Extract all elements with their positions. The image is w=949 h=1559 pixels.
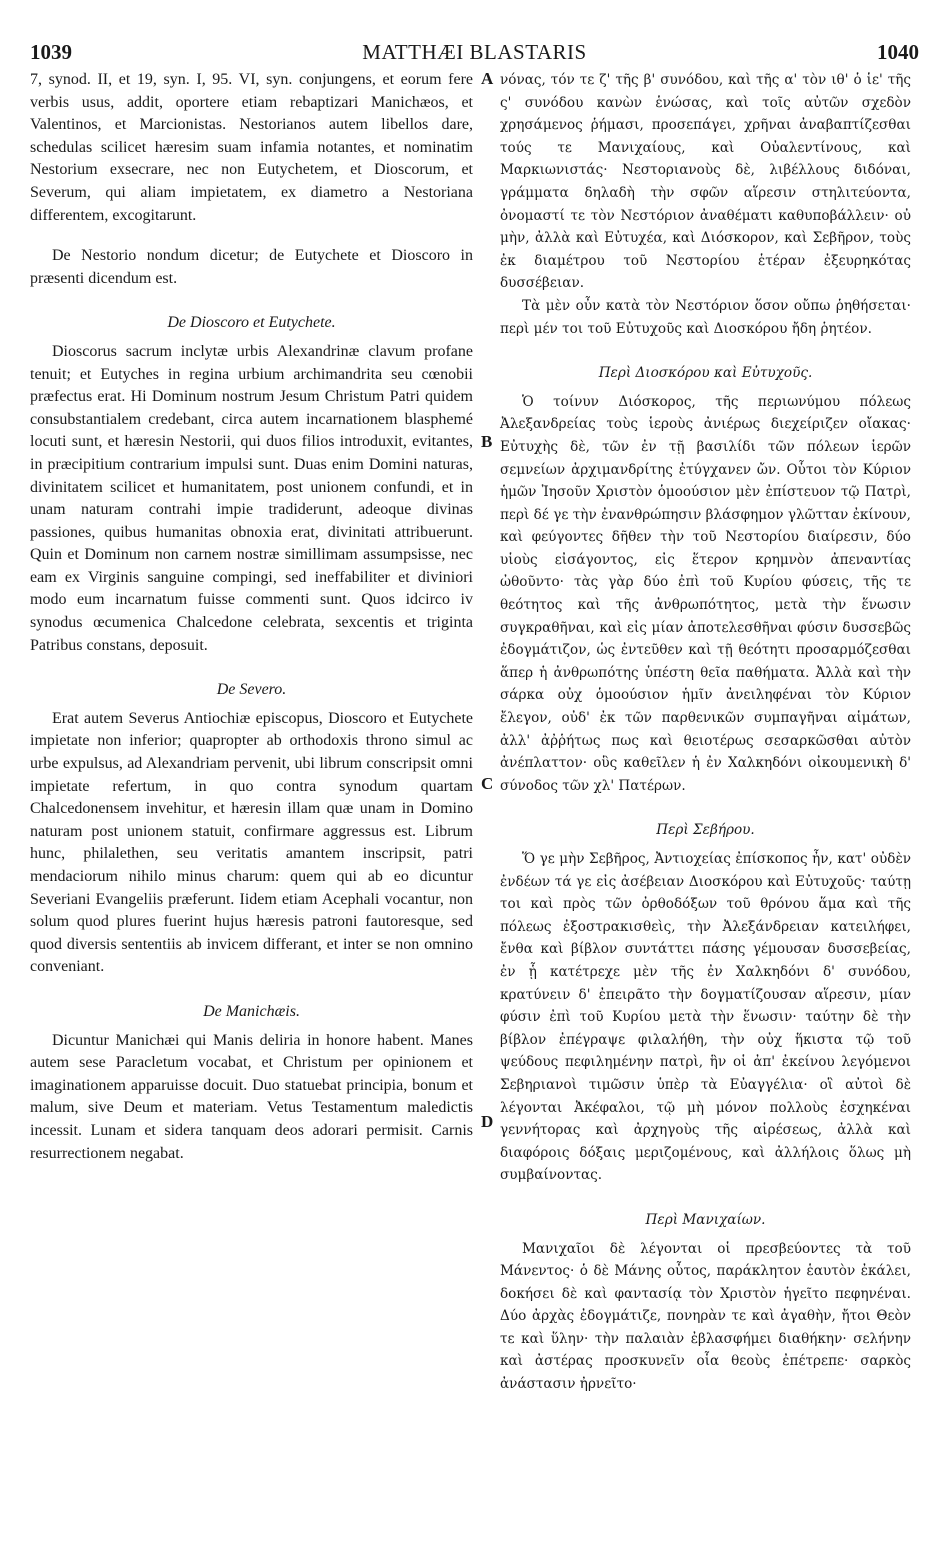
greek-section-heading: Περὶ Μανιχαίων. xyxy=(645,1211,766,1228)
margin-letter-d: D xyxy=(481,1112,494,1131)
latin-section-heading: De Dioscoro et Eutychete. xyxy=(167,314,336,332)
page-number-left: 1039 xyxy=(30,40,72,64)
page-header xyxy=(30,40,919,64)
latin-paragraph: De Nestorio nondum dicetur; de Eutychete et Dioscoro in præsenti dicendum est. xyxy=(30,247,473,287)
margin-letter-b: B xyxy=(481,432,493,451)
running-title: MATTHÆI BLASTARIS xyxy=(362,40,587,64)
greek-paragraph: Μανιχαῖοι δὲ λέγονται οἱ πρεσβεύοντες τὰ τοῦ Μάνεντος· ὁ δὲ Μάνης οὗτος, παράκλητον ἑαυτὸν ἐκάλει, δοκήσει δὲ καὶ φαντασίᾳ τὸν Χριστὸν ἡγεῖτο πεφηνέναι. Δύο ἀρχὰς ἐδογμάτιζε, πονηρὰν τε καὶ ἀγαθὴν, ἤτοι Θεὸν τε καὶ ὕλην· τὴν παλαιὰν ἐβλασφήμει διαθήκην· σελήνην καὶ ἀστέρας προσκυνεῖν οἷα θεοὺς ἐπέτρεπε· σαρκὸς ἀνάστασιν ἠρνεῖτο· xyxy=(500,1240,911,1393)
latin-column xyxy=(30,69,473,1165)
greek-section-heading: Περὶ Σεβήρου. xyxy=(656,822,755,839)
greek-paragraph: νόνας, τόν τε ζ' τῆς β' συνόδου, καὶ τῆς α' τὸν ιθ' ὁ ἱε' τῆς ς' συνόδου κανὼν ἑνώσας, καὶ τοῖς αὐτῶν σχεδὸν χρησάμενος ῥήμασι, προσεπάγει, χρῆναι ἀναβαπτίζεσθαι τούς τε Μανιχαίους, καὶ Οὐαλεντίνους, καὶ Μαρκιωνιστάς· Νεστοριανοὺς δὲ, λιβέλλους διδόναι, γράμματα δηλαδὴ τὴν σφῶν αἵρεσιν στηλιτεύοντα, ὀνομαστί τε τὸν Νεστόριον ἀναθέματι καθυποβάλλειν· οὐ μὴν, ἀλλὰ καὶ Εὐτυχέα, καὶ Διόσκορον, καὶ Σεβῆρον, τοὺς ἐκ διαμέτρου τοῦ Νεστορίου ἑτέραν ἐξευρηκότας δυσσέβειαν. xyxy=(500,72,911,292)
latin-paragraph: Dioscorus sacrum inclytæ urbis Alexandrinæ clavum profane tenuit; et Eutyches in regina urbium archimandrita seu cœnobii præfectus erat. Hi Dominum nostrum Jesum Christum Patri quidem consubstantialem credebant, circa autem incarnationem blasphemé locuti sunt, et hæresin Nestorii, qui duos filios introduxit, evitantes, in præcipitium contrarium impulsi sunt. Duas enim Domini naturas, divinitatem scilicet et humanitatem, post unionem confundi, et in unam naturam contrahi impie tradiderunt, adeoque divinas passiones, quibus humanitas obnoxia erat, divinitati attribuerunt. Quin et Dominum non carnem nostræ simillimam assumpsisse, nec eam ex Virginis sanguine compingi, sed ineffabiliter et diviniori modo eum incarnatum fuisse commenti sunt. Quos idcirco iv synodus œcumenica Chalcedone celebrata, sexcentis et triginta Patribus constans, deposuit. xyxy=(30,342,473,654)
margin-letter-c: C xyxy=(481,774,494,793)
greek-paragraph: Τὰ μὲν οὖν κατὰ τὸν Νεστόριον ὅσον οὔπω ῥηθήσεται· περὶ μέν τοι τοῦ Εὐτυχοῦς καὶ Διοσκόρου ἤδη ῥητέον. xyxy=(500,297,911,337)
latin-paragraph: Erat autem Severus Antiochiæ episcopus, Dioscoro et Eutychete impietate non inferior; quapropter ab orthodoxis throno simul ac urbe expulsus, ad Alexandriam pervenit, ubi librum conscripsit omni impietate refertum, in quo contra synodum quartam Chalcedonensem invehitur, et hæresin illam quæ unam in Domino naturam post unionem statuit, confirmare aggressus est. Librum hunc, philalethen, seu veritatis amantem inscripsit, patri mendaciorum nihilo minus charum: quem qui ab eo dicuntur Severiani Evangeliis præferunt. Iidem etiam Acephali vocantur, non solum quod plures fuerint hujus hæresis patroni fautoresque, sed quod diversis sententiis ab invicem differant, et inter se non omnino conveniant. xyxy=(30,709,473,976)
margin-letter-a: A xyxy=(481,69,494,88)
greek-paragraph: Ὁ τοίνυν Διόσκορος, τῆς περιωνύμου πόλεως Ἀλεξανδρείας τοὺς ἱεροὺς ἀνιέρως διεχείριζεν οἴακας· Εὐτυχὴς δὲ, τῶν ἐν τῇ βασιλίδι τῶν πόλεων ἱερῶν σεμνείων ἀρχιμανδρίτης ἐτύγχανεν ὤν. Οὗτοι τὸν Κύριον ἡμῶν Ἰησοῦν Χριστὸν ὁμοούσιον μὲν ἐπίστευον τῷ Πατρὶ, περὶ δέ γε τὴν ἐνανθρώπησιν βλάσφημον γλῶτταν ἐκίνουν, καὶ φεύγοντες δῆθεν τὴν τοῦ Νεστορίου διαίρεσιν, δύο υἱοὺς εἰσάγοντος, εἰς ἕτερον κρημνὸν ἀπεναντίας ὠθοῦντο· τὰς γὰρ δύο ἐπὶ τοῦ Κυρίου φύσεις, τῆς τε θεότητος καὶ τῆς ἀνθρωπότητος, μετὰ τὴν ἕνωσιν συγκραθῆναι, καὶ εἰς μίαν ἀποτελεσθῆναι φύσιν δυσσεβῶς ἐδογμάτιζον, ὡς ἐντεῦθεν καὶ τῇ θεότητι προσαρμόζεσθαι ἅπερ ἡ ἀνθρωπότης ὑπέστη θεῖα παθήματα. Ἀλλὰ καὶ τὴν σάρκα οὐχ ὁμοούσιον ἡμῖν ἀνειληφέναι τὸν Κύριον ἔλεγον, οὐδ' ἐκ τῶν παρθενικῶν συμπαγῆναι αἱμάτων, ἀλλ' ἀῤῥήτως πως καὶ θειοτέρως σεσαρκῶσθαι αὐτὸν ἀνέπλαττον· οὓς καθεῖλεν ἡ ἐν Χαλκηδόνι οἰκουμενικὴ δ' σύνοδος τῶν χλ' Πατέρων. xyxy=(500,393,911,794)
latin-paragraph: Dicuntur Manichæi qui Manis deliria in honore habent. Manes autem sese Paracletum vocabat, et Christum per opinionem et imaginationem apparuisse docuit. Duo statuebat principia, bonum et malum, sive Deum et materiam. Vetus Testamentum maledictis incessit. Lunam et sidera tanquam deos adorari permisit. Carnis resurrectionem negabat. xyxy=(30,1031,473,1162)
greek-paragraph: Ὅ γε μὴν Σεβῆρος, Ἀντιοχείας ἐπίσκοπος ἦν, κατ' οὐδὲν ἐνδέων τά γε εἰς ἀσέβειαν Διοσκόρου καὶ Εὐτυχοῦς· ταύτῃ τοι καὶ πρὸς τῶν ὀρθοδόξων τοῦ θρόνου ἅμα καὶ τῆς πόλεως ἐξοστρακισθεὶς, τὴν Ἀλεξάνδρειαν κατειλήφει, ἔνθα καὶ βίβλον συντάττει πάσης γέμουσαν δυσσεβείας, ἐν ᾗ κατέτρεχε μὲν τῆς ἐν Χαλκηδόνι δ' συνόδου, κρατύνειν δ' ἐπειρᾶτο τὴν δογματίζουσαν αἵρεσιν, μίαν φύσιν ἐπὶ τοῦ Κυρίου μετὰ τὴν ἕνωσιν· ταύτην δὲ τὴν βίβλον ἐπέγραψε φιλαλήθη, τὴν οὐχ ἥκιστα τῷ τοῦ ψεύδους πεφιλημένην πατρὶ, ἣν οἱ ἀπ' ἐκείνου λεγόμενοι Σεβηριανοὶ τιμῶσιν ὑπὲρ τὰ Εὐαγγέλια· οἳ αὐτοὶ δὲ λέγονται Ἀκέφαλοι, τῷ μὴ μόνον πολλοὺς ἐσχηκέναι γεννήτορας καὶ ἀρχηγοὺς τῆς αἱρέσεως, ἀλλὰ καὶ διαφόροις δόξαις μεριζομένους, καὶ ἀλλήλοις ὅλως μὴ συμβαίνοντας. xyxy=(500,851,911,1184)
greek-column xyxy=(500,69,911,1396)
latin-section-heading: De Manichæis. xyxy=(203,1002,300,1020)
latin-paragraph: 7, synod. II, et 19, syn. I, 95. VI, syn. conjungens, et eorum fere verbis usus, addit, oportere etiam rebaptizari Manichæos, et Valentinos, et Marcionistas. Nestorianos autem libellos dare, schedulas scilicet hæresim suam infamia notantes, et nominatim Nestorium exsecrare, nec non Eutychetem, et Dioscorum, et Severum, qui aliam impietatem, ex diametro a Nestoriana differentem, excogitarunt. xyxy=(30,71,473,224)
latin-section-heading: De Severo. xyxy=(216,681,287,699)
page-number-right: 1040 xyxy=(877,40,919,64)
greek-section-heading: Περὶ Διοσκόρου καὶ Εὐτυχοῦς. xyxy=(598,365,813,382)
